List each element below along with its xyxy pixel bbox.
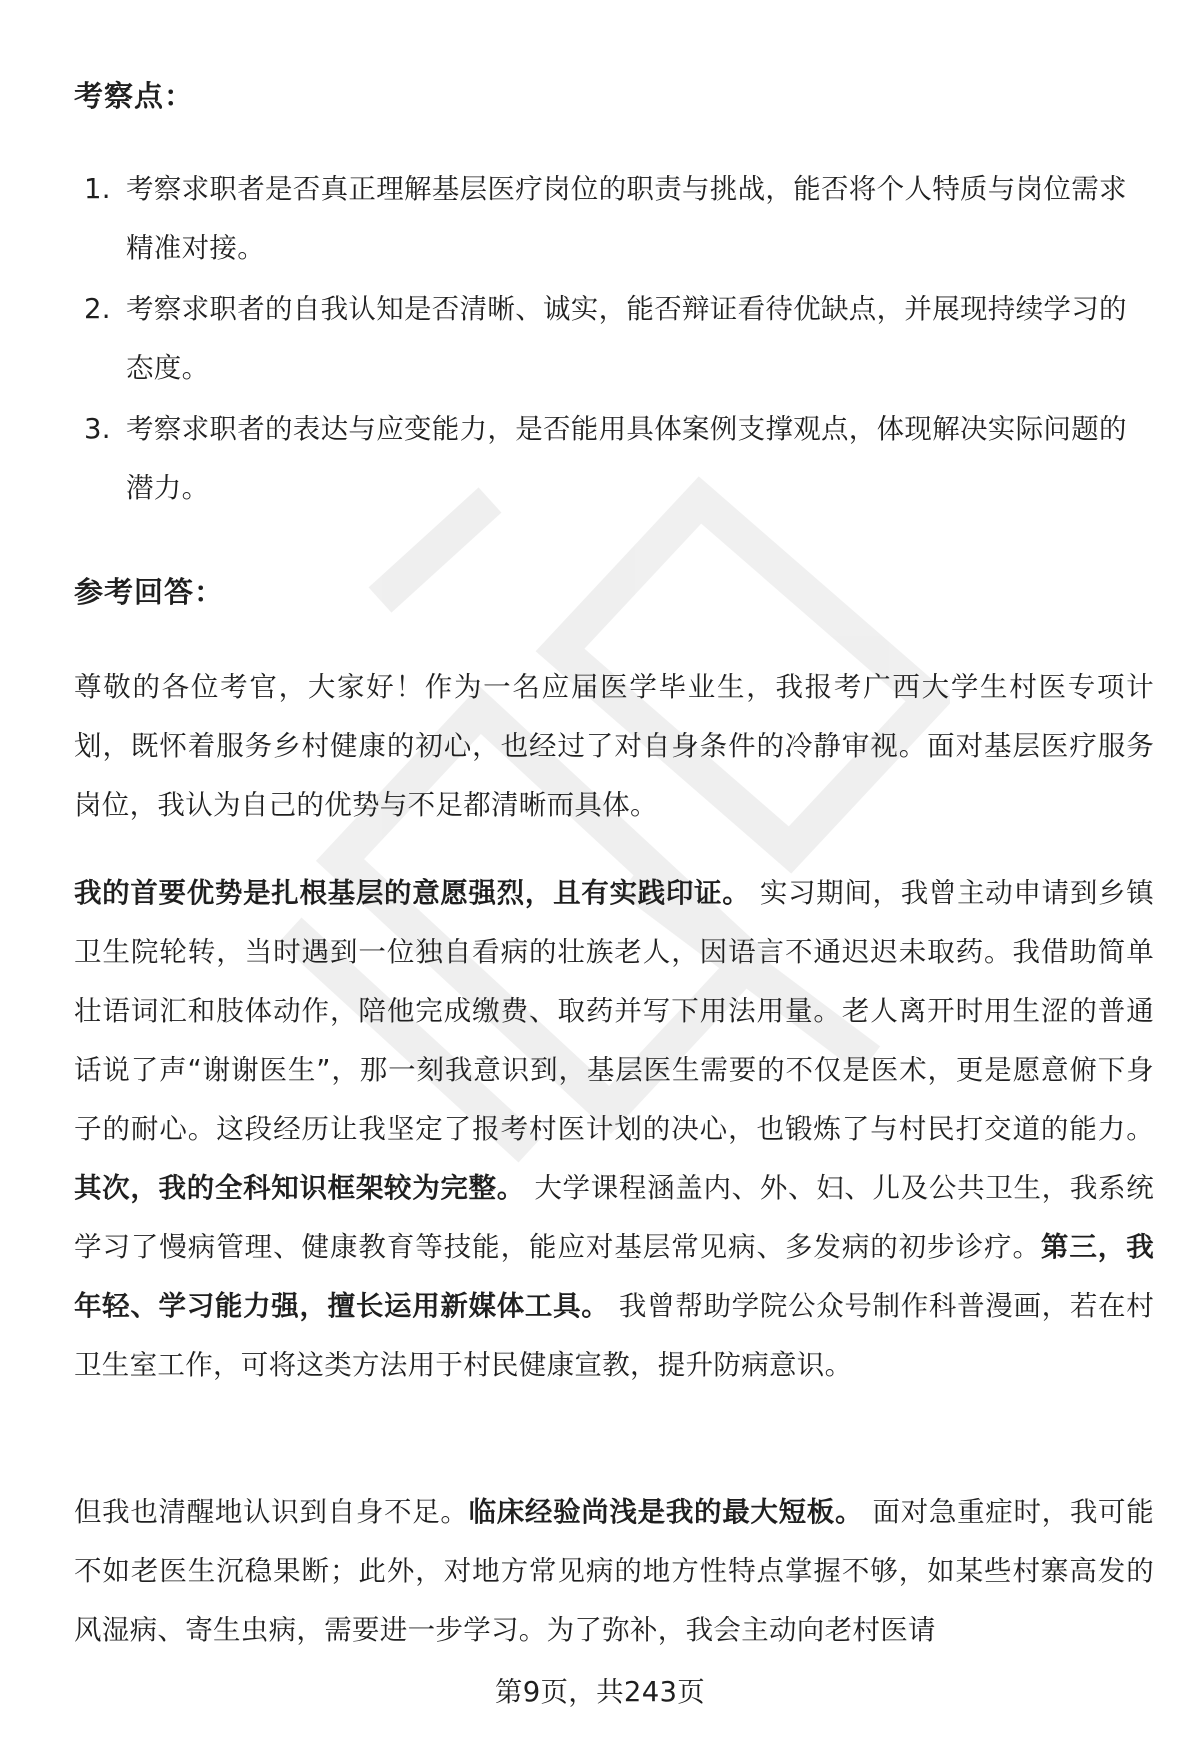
paragraph-text: 面对急重症时，我可能不如老医生沉稳果断；此外，对地方常见病的地方性特点掌握不够，如某些村寨高发的风湿病、寄生虫病，需要进一步学习。为了弥补，我会主动向老村医请 xyxy=(74,1496,1154,1646)
list-item-number: 3. xyxy=(84,413,111,445)
list-item-text: 考察求职者的自我认知是否清晰、诚实，能否辩证看待优缺点，并展现持续学习的态度。 xyxy=(126,293,1127,384)
page-number-footer: 第9页，共243页 xyxy=(494,1676,706,1708)
paragraph-text: 实习期间，我曾主动申请到乡镇卫生院轮转，当时遇到一位独自看病的壮族老人，因语言不通迟迟未取药。我借助简单壮语词汇和肢体动作，陪他完成缴费、取药并写下用法用量。老人离开时用生涩的普通话说了声“谢谢医生”，那一刻我意识到，基层医生需要的不仅是医术，更是愿意俯下身子的耐心。这段经历让我坚定了报考村医计划的决心，也锻炼了与村民打交道的能力。 xyxy=(74,877,1154,1145)
paragraph-text: 但我也清醒地认识到自身不足。 xyxy=(74,1496,469,1528)
bold-phrase: 其次，我的全科知识框架较为完整。 xyxy=(74,1172,525,1204)
bold-phrase: 第三，我年轻、学习能力强，擅长运用新媒体工具。 xyxy=(74,1231,1155,1322)
reference-answer-heading: 参考回答： xyxy=(74,575,225,609)
bold-phrase: 我的首要优势是扎根基层的意愿强烈，且有实践印证。 xyxy=(74,877,751,909)
answer-paragraph-intro: 尊敬的各位考官，大家好！作为一名应届医学毕业生，我报考广西大学生村医专项计划，既怀着服务乡村健康的初心，也经过了对自身条件的冷静审视。面对基层医疗服务岗位，我认为自己的优势与不足都清晰而具体。 xyxy=(74,671,1154,821)
exam-points-heading: 考察点： xyxy=(74,79,195,113)
list-item-number: 2. xyxy=(84,293,111,325)
list-item-number: 1. xyxy=(84,173,111,205)
list-item-text: 考察求职者的表达与应变能力，是否能用具体案例支撑观点，体现解决实际问题的潜力。 xyxy=(126,413,1127,504)
list-item xyxy=(0,400,1200,518)
answer-paragraph-strengths xyxy=(74,864,1154,1395)
list-item xyxy=(0,280,1200,398)
answer-paragraph-weaknesses xyxy=(74,1483,1154,1660)
list-item-text: 考察求职者是否真正理解基层医疗岗位的职责与挑战，能否将个人特质与岗位需求精准对接。 xyxy=(126,173,1127,264)
paragraph-text: 我曾帮助学院公众号制作科普漫画，若在村卫生室工作，可将这类方法用于村民健康宣教，提升防病意识。 xyxy=(74,1290,1154,1381)
paragraph-text: 大学课程涵盖内、外、妇、儿及公共卫生，我系统学习了慢病管理、健康教育等技能，能应对基层常见病、多发病的初步诊疗。 xyxy=(74,1172,1154,1263)
list-item xyxy=(0,160,1200,278)
bold-phrase: 临床经验尚浅是我的最大短板。 xyxy=(468,1496,864,1528)
exam-points-list xyxy=(0,160,1200,520)
